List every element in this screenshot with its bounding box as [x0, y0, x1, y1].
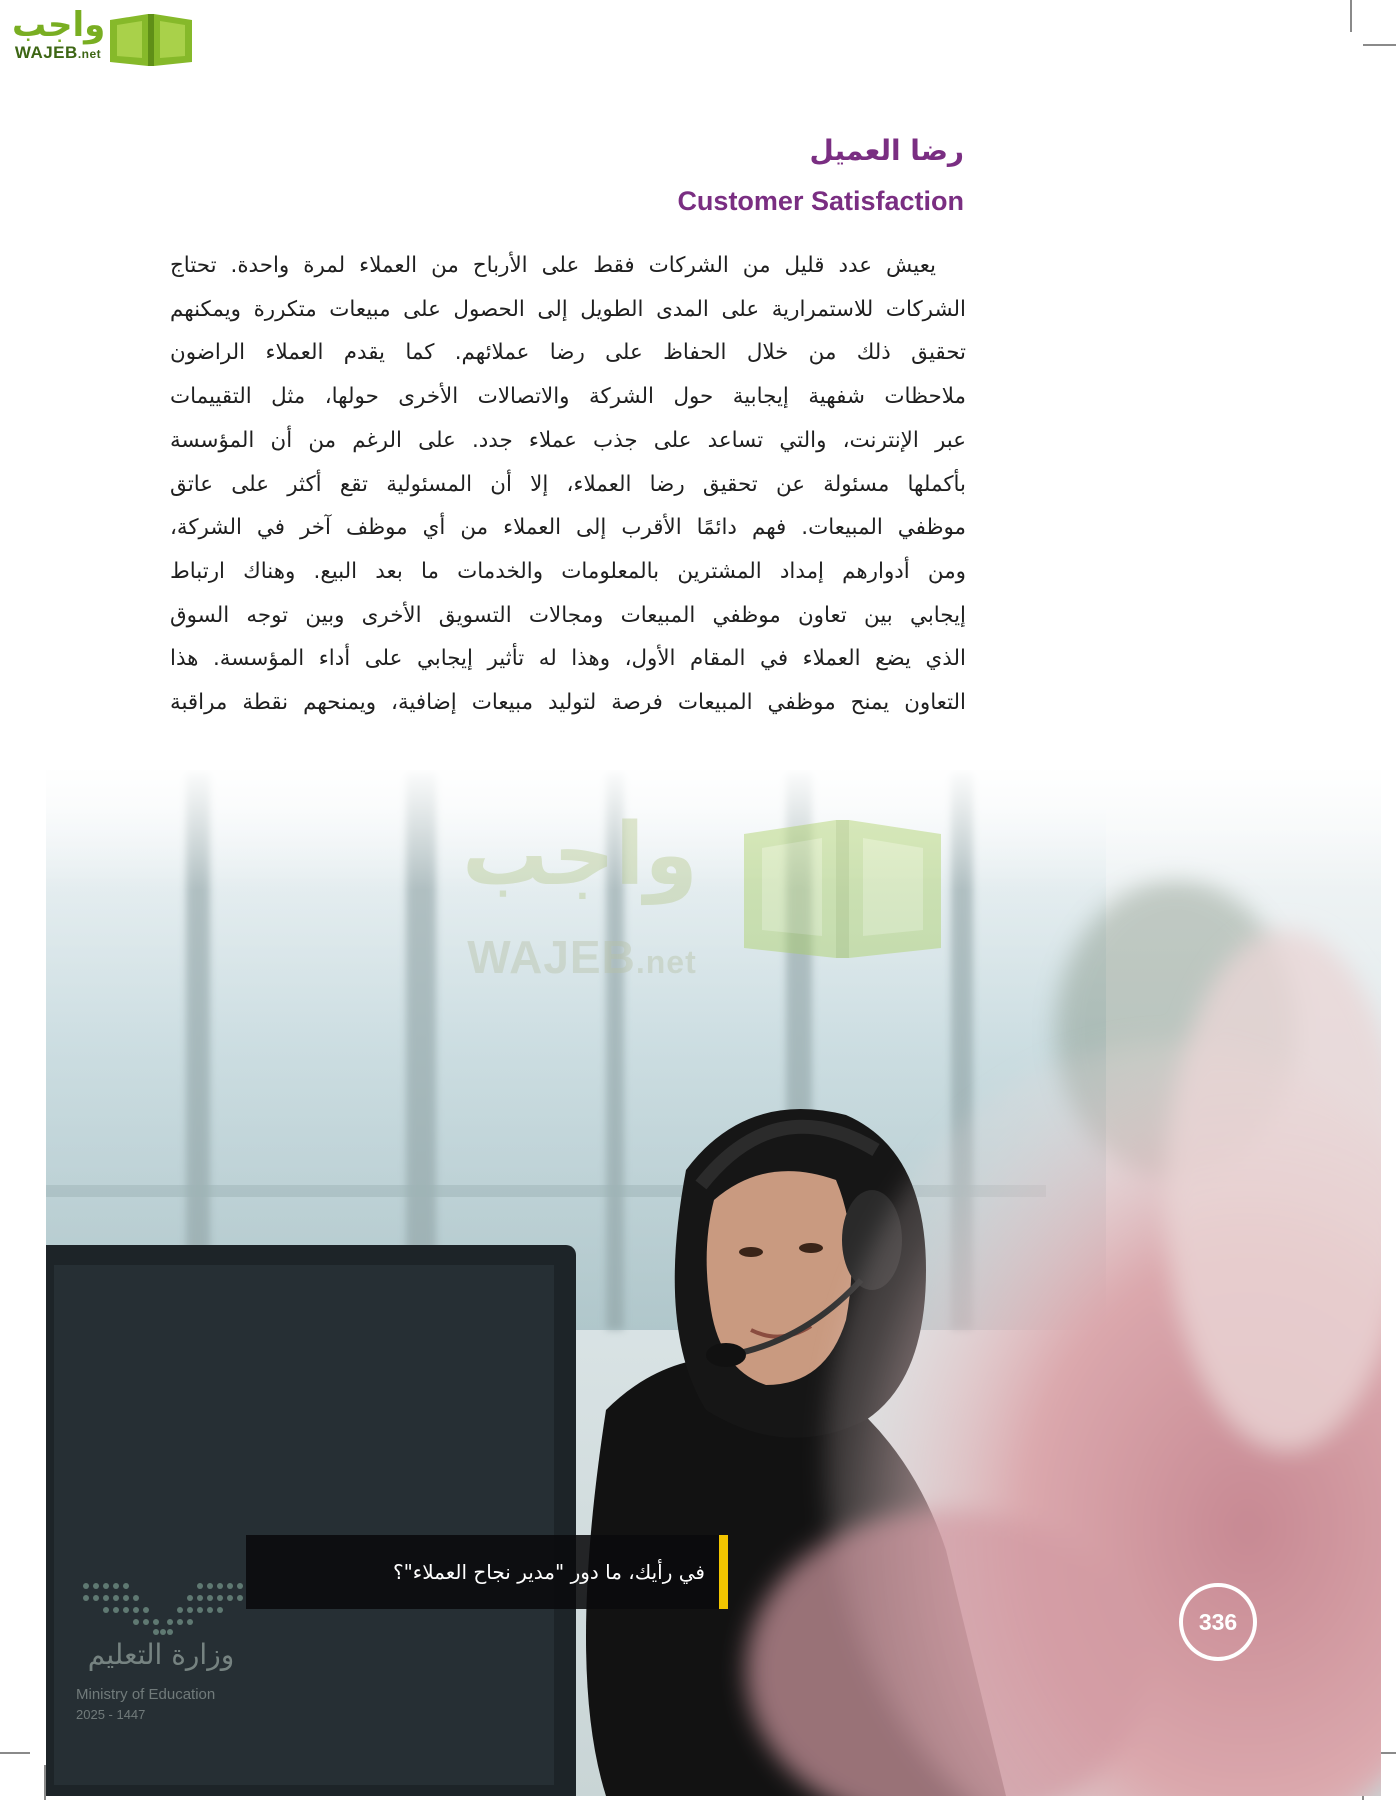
body-line: الشركات للاستمرارية على المدى الطويل إلى الحصول على مبيعات متكررة ويمكنهم [170, 296, 966, 322]
ministry-name-english: Ministry of Education [76, 1686, 216, 1703]
section-title-arabic: رضا العميل [809, 134, 964, 167]
crop-mark-top-right-vertical [1350, 0, 1352, 32]
body-line: موظفي المبيعات. فهم دائمًا الأقرب إلى العملاء من أي موظف آخر في الشركة، [170, 515, 966, 541]
photo-caption [246, 1535, 728, 1609]
brand-name-arabic: واجب [12, 5, 106, 45]
body-line: الذي يضع العملاء في المقام الأول، وهذا له تأثير إيجابي على أداء المؤسسة. هذا [170, 646, 966, 672]
body-line: التعاون يمنح موظفي المبيعات فرصة لتوليد مبيعات إضافية، ويمنحهم نقطة مراقبة [170, 690, 966, 716]
ministry-year: 2025 - 1447 [76, 1707, 146, 1722]
page-number: 336 [1179, 1583, 1257, 1661]
ministry-logo [76, 1578, 256, 1728]
brand-name-english: WAJEB.net [14, 43, 102, 62]
open-book-icon [740, 812, 945, 962]
caption-text: في رأيك، ما دور "مدير نجاح العملاء"؟ [392, 1560, 705, 1584]
body-paragraph [170, 244, 966, 725]
brand-logo[interactable] [8, 6, 192, 68]
ministry-name-arabic: وزارة التعليم [87, 1638, 235, 1671]
brand-wordmark [12, 6, 104, 63]
crop-mark-top-right-horizontal [1363, 44, 1396, 46]
body-line: ملاحظات شفهية إيجابية حول الشركة والاتصالات الأخرى حولها، مثل التقييمات [170, 384, 966, 410]
body-line: ومن أدوارهم إمداد المشترين بالمعلومات والخدمات ما بعد البيع. وهناك ارتباط [170, 558, 966, 584]
watermark-english: WAJEB.net [467, 931, 697, 983]
open-book-icon [108, 10, 194, 68]
body-line: عبر الإنترنت، والتي تساعد على جذب عملاء جدد. على الرغم من أن المؤسسة [170, 427, 966, 453]
crop-mark-bottom-left-horizontal [0, 1752, 30, 1754]
section-title-english: Customer Satisfaction [677, 186, 964, 216]
body-line: بأكملها مسئولة عن تحقيق رضا العملاء، إلا أن المسئولية تقع أكثر على عاتق [170, 471, 966, 497]
body-line: إيجابي بين تعاون موظفي المبيعات ومجالات التسويق الأخرى وبين توجه السوق [170, 602, 966, 628]
body-line: يعيش عدد قليل من الشركات فقط على الأرباح من العملاء لمرة واحدة. تحتاج [170, 253, 936, 278]
watermark-arabic: واجب [462, 805, 698, 905]
body-line: تحقيق ذلك من خلال الحفاظ على رضا عملائهم. كما يقدم العملاء الراضون [170, 340, 966, 366]
dotted-emblem-icon [78, 1578, 248, 1636]
watermark-logo [455, 800, 975, 990]
